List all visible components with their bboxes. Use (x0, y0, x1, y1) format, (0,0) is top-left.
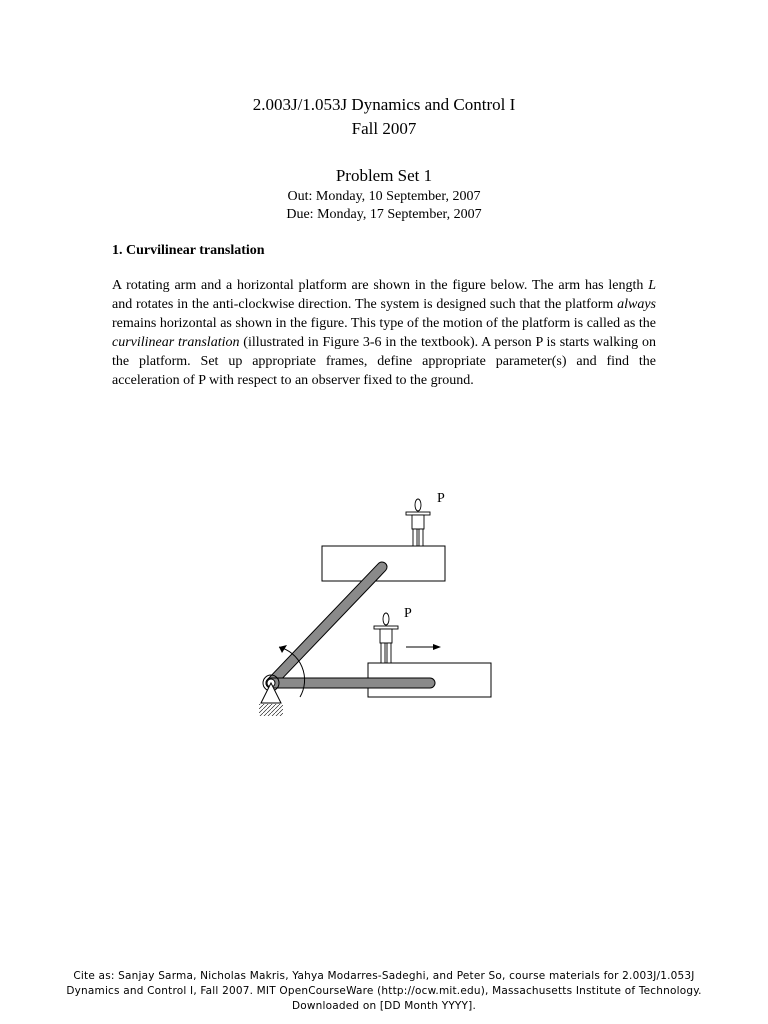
ground-hatch (259, 704, 283, 716)
out-date: Out: Monday, 10 September, 2007 (287, 189, 481, 204)
person-top (406, 499, 430, 546)
course-title: 2.003J/1.053J Dynamics and Control I (252, 95, 516, 114)
citation-line-1: Cite as: Sanjay Sarma, Nicholas Makris, Yahya Modarres-Sadeghi, and Peter So, course materials for 2.003J/1.053J (73, 970, 695, 982)
label-p-top: P (437, 491, 445, 506)
text-part-3: remains horizontal as shown in the figure. This type of the motion of the platform is called as the (112, 316, 656, 331)
mechanism-figure (255, 485, 500, 720)
label-p-bottom: P (404, 606, 412, 621)
emphasis-always: always (617, 297, 656, 312)
citation-footer (0, 969, 768, 1014)
citation-line-2: Dynamics and Control I, Fall 2007. MIT OpenCourseWare (http://ocw.mit.edu), Massachusetts Institute of Technology. (66, 985, 702, 997)
problem-set-title: Problem Set 1 (335, 166, 433, 185)
text-part-1: A rotating arm and a horizontal platform are shown in the figure below. The arm has length (112, 278, 649, 293)
emphasis-curvilinear: curvilinear translation (112, 335, 240, 350)
text-part-4: (illustrated in Figure 3-6 in the textbook). A person P is starts walking on the platform. Set up appropriate frames, define appropriate parameter(s) and find the acceleration of P with respect to an observer fixed to the ground. (112, 335, 656, 388)
term: Fall 2007 (351, 119, 417, 138)
due-date: Due: Monday, 17 September, 2007 (286, 207, 482, 222)
person-bottom (374, 613, 398, 663)
section-title: 1. Curvilinear translation (112, 243, 265, 258)
variable-L: L (648, 278, 656, 293)
problem-paragraph (112, 276, 656, 390)
citation-line-3: Downloaded on [DD Month YYYY]. (291, 1000, 476, 1012)
text-part-2: and rotates in the anti-clockwise direction. The system is designed such that the platform (112, 297, 618, 312)
